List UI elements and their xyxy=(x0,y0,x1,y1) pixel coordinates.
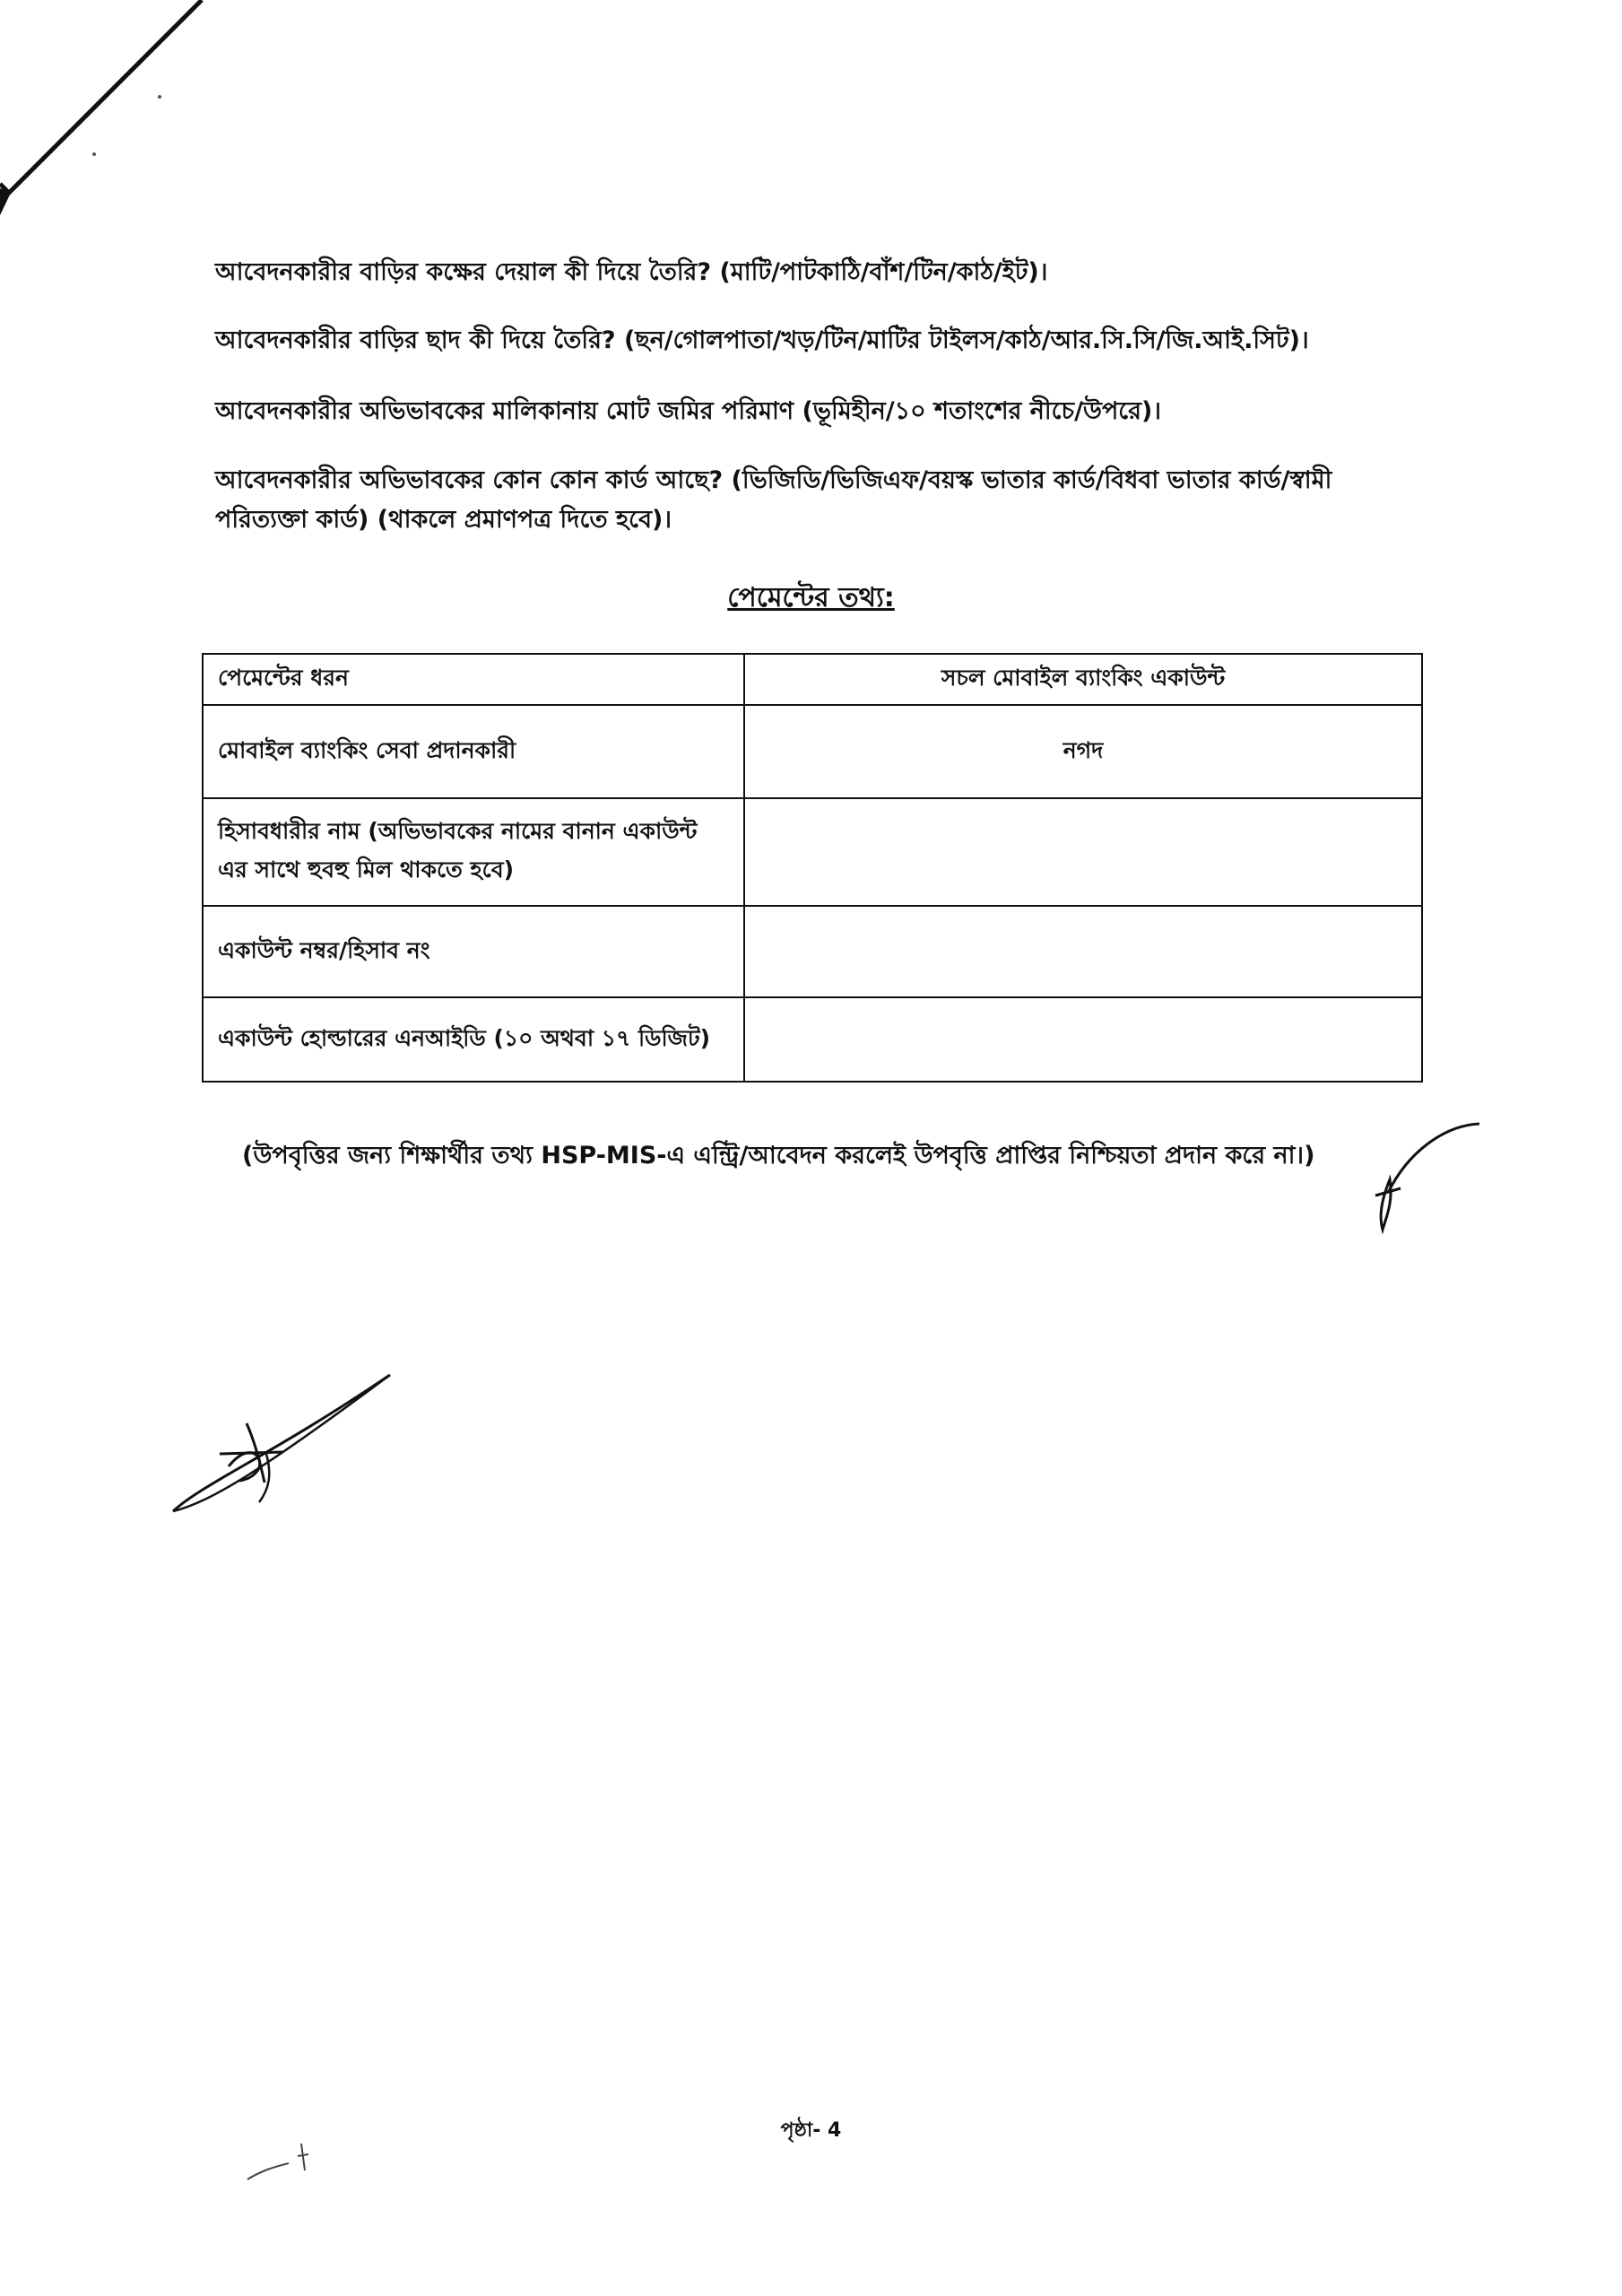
account-number-value xyxy=(744,906,1422,997)
corner-mark xyxy=(0,0,215,224)
account-holder-nid-label: একাউন্ট হোল্ডারের এনআইডি (১০ অথবা ১৭ ডিজিট) xyxy=(203,997,744,1082)
signature xyxy=(166,1368,399,1529)
provider-label: মোবাইল ব্যাংকিং সেবা প্রদানকারী xyxy=(203,705,744,798)
scribble-mark xyxy=(242,2126,323,2188)
question-guardian-cards: আবেদনকারীর অভিভাবকের কোন কোন কার্ড আছে? (ভিজিডি/ভিজিএফ/বয়স্ক ভাতার কার্ড/বিধবা ভাতার কার্ড/স্বামী পরিত্যক্তা কার্ড) (থাকলে প্রমাণপত্র দিতে হবে)। xyxy=(215,466,1332,534)
table-row xyxy=(203,705,1422,798)
signature-initial xyxy=(1363,1117,1488,1242)
table-row xyxy=(203,906,1422,997)
table-row xyxy=(203,997,1422,1082)
question-roof-material: আবেদনকারীর বাড়ির ছাদ কী দিয়ে তৈরি? (ছন/গোলপাতা/খড়/টিন/মাটির টাইলস/কাঠ/আর.সি.সি/জি.আই.সিট)। xyxy=(215,326,1309,354)
provider-value: নগদ xyxy=(744,705,1422,798)
page-number: পৃষ্ঠা- 4 xyxy=(780,2119,842,2142)
payment-table xyxy=(202,653,1423,1083)
payment-heading: পেমেন্টের তথ্য: xyxy=(727,582,895,613)
payment-type-label: পেমেন্টের ধরন xyxy=(203,654,744,705)
question-wall-material: আবেদনকারীর বাড়ির কক্ষের দেয়াল কী দিয়ে তৈরি? (মাটি/পাটকাঠি/বাঁশ/টিন/কাঠ/ইট)। xyxy=(215,258,1048,286)
account-number-label: একাউন্ট নম্বর/হিসাব নং xyxy=(203,906,744,997)
payment-type-value: সচল মোবাইল ব্যাংকিং একাউন্ট xyxy=(744,654,1422,705)
question-land-amount: আবেদনকারীর অভিভাবকের মালিকানায় মোট জমির পরিমাণ (ভূমিহীন/১০ শতাংশের নীচে/উপরে)। xyxy=(215,397,1161,425)
account-holder-nid-value xyxy=(744,997,1422,1082)
account-holder-name-value xyxy=(744,798,1422,906)
account-holder-name-label: হিসাবধারীর নাম (অভিভাবকের নামের বানান একাউন্ট এর সাথে হুবহু মিল থাকতে হবে) xyxy=(203,798,744,906)
disclaimer-note: (উপবৃত্তির জন্য শিক্ষার্থীর তথ্য HSP-MIS-এ এন্ট্রি/আবেদন করলেই উপবৃত্তি প্রাপ্তির নিশ্চিয়তা প্রদান করে না।) xyxy=(242,1142,1315,1170)
table-header-row xyxy=(203,654,1422,705)
table-row xyxy=(203,798,1422,906)
